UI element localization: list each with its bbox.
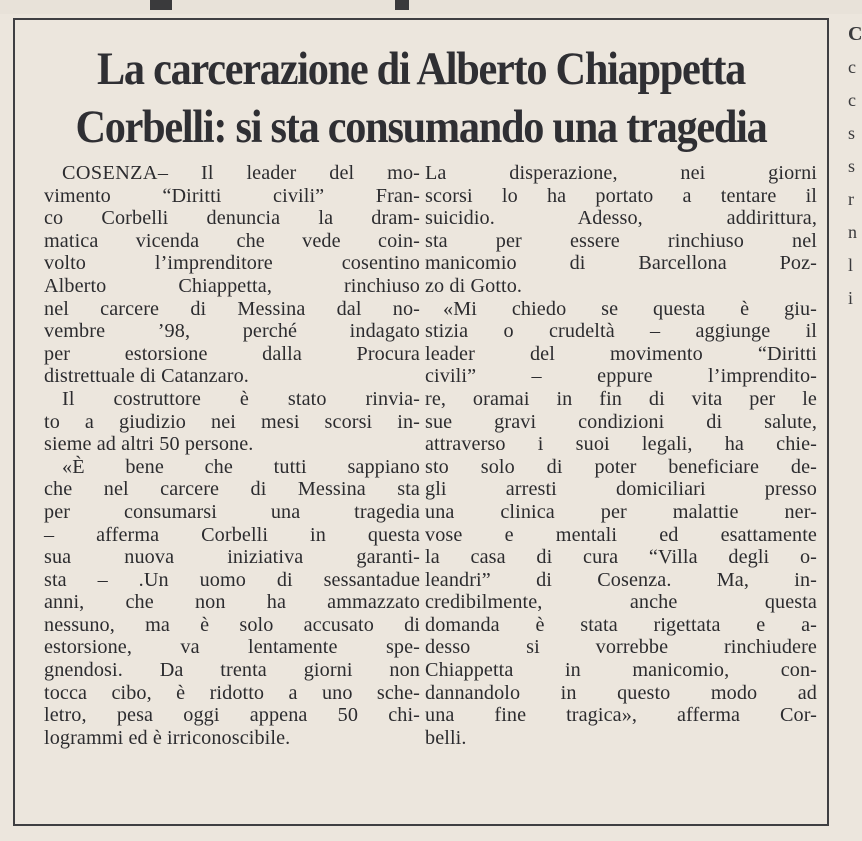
text-line: «È bene che tutti sappiano bbox=[62, 455, 420, 478]
text-line: to a giudizio nei mesi scorsi in- bbox=[44, 410, 420, 433]
text-line: sue gravi condizioni di salute, bbox=[425, 410, 817, 433]
text-line: suicidio. Adesso, addirittura, bbox=[425, 207, 817, 230]
text-line: vimento “Diritti civili” Fran- bbox=[44, 184, 420, 207]
adjacent-letter: c bbox=[848, 57, 856, 77]
adjacent-column-fragment bbox=[848, 18, 862, 778]
text-line: zo di Gotto. bbox=[425, 274, 523, 297]
text-line: desso si vorrebbe rinchiudere bbox=[425, 636, 817, 659]
text-line: Chiappetta in manicomio, con- bbox=[425, 659, 817, 682]
text-line: – afferma Corbelli in questa bbox=[44, 523, 420, 546]
article-column-right bbox=[425, 162, 817, 749]
text-line: per consumarsi una tragedia bbox=[44, 500, 420, 523]
text-line: per estorsione dalla Procura bbox=[44, 342, 420, 365]
adjacent-letter: r bbox=[848, 189, 854, 209]
text-line: vembre ’98, perché indagato bbox=[44, 320, 420, 343]
adjacent-letter: s bbox=[848, 123, 856, 143]
text-line: tocca cibo, è ridotto a uno sche- bbox=[44, 681, 420, 704]
text-line: la casa di cura “Villa degli o- bbox=[425, 546, 817, 569]
text-line: sta per essere rinchiuso nel bbox=[425, 229, 817, 252]
text-line: stizia o crudeltà – aggiunge il bbox=[425, 320, 817, 343]
text-line: «Mi chiedo se questa è giu- bbox=[443, 297, 817, 320]
text-line: manicomio di Barcellona Poz- bbox=[425, 252, 817, 275]
dateline: COSENZA bbox=[62, 162, 158, 184]
text-line: anni, che non ha ammazzato bbox=[44, 591, 420, 614]
text-line: re, oramai in fin di vita per le bbox=[425, 387, 817, 410]
text-line: letro, pesa oggi appena 50 chi- bbox=[44, 704, 420, 727]
text-line: matica vicenda che vede coin- bbox=[44, 229, 420, 252]
headline-line-2: Corbelli: si sta consumando una tragedia bbox=[75, 101, 767, 153]
text-line: domanda è stata rigettata e a- bbox=[425, 613, 817, 636]
text-line: dannandolo in questo modo ad bbox=[425, 681, 817, 704]
text-line: leandri” di Cosenza. Ma, in- bbox=[425, 568, 817, 591]
adjacent-letter: C bbox=[848, 23, 862, 45]
text-line: gli arresti domiciliari presso bbox=[425, 478, 817, 501]
headline bbox=[56, 40, 787, 156]
text-line: sto solo di poter beneficiare de- bbox=[425, 455, 817, 478]
text-line: gnendosi. Da trenta giorni non bbox=[44, 659, 420, 682]
text-line: nessuno, ma è solo accusato di bbox=[44, 613, 420, 636]
text-line: leader del movimento “Diritti bbox=[425, 342, 817, 365]
ink-fragment bbox=[150, 0, 172, 10]
text-line: co Corbelli denuncia la dram- bbox=[44, 207, 420, 230]
text-line bbox=[44, 162, 420, 185]
text-line: logrammi ed è irriconoscibile. bbox=[44, 726, 291, 749]
adjacent-letter: l bbox=[848, 255, 854, 275]
text-line: che nel carcere di Messina sta bbox=[44, 478, 420, 501]
text-line: sta – .Un uomo di sessantadue bbox=[44, 568, 420, 591]
adjacent-article-scrap bbox=[0, 0, 862, 14]
text-line: una fine tragica», afferma Cor- bbox=[425, 704, 817, 727]
text-line: distrettuale di Catanzaro. bbox=[44, 365, 249, 388]
text-line: vose e mentali ed esattamente bbox=[425, 523, 817, 546]
text-line: scorsi lo ha portato a tentare il bbox=[425, 184, 817, 207]
text-line: Alberto Chiappetta, rinchiuso bbox=[44, 274, 420, 297]
adjacent-letter: s bbox=[848, 156, 856, 176]
text-line: attraverso i suoi legali, ha chie- bbox=[425, 433, 817, 456]
text-line: civili” – eppure l’imprendito- bbox=[425, 365, 817, 388]
ink-fragment bbox=[395, 0, 409, 10]
text-line: belli. bbox=[425, 726, 467, 749]
text-line: sieme ad altri 50 persone. bbox=[44, 433, 254, 456]
text-line: credibilmente, anche questa bbox=[425, 591, 817, 614]
text-line: La disperazione, nei giorni bbox=[425, 162, 817, 184]
text-line: Il costruttore è stato rinvia- bbox=[62, 387, 420, 410]
text-line: volto l’imprenditore cosentino bbox=[44, 252, 420, 275]
text-line: sua nuova iniziativa garanti- bbox=[44, 546, 420, 569]
adjacent-letter: c bbox=[848, 90, 856, 110]
text-line: estorsione, va lentamente spe- bbox=[44, 636, 420, 659]
adjacent-letter: i bbox=[848, 288, 854, 308]
text-line: una clinica per malattie ner- bbox=[425, 500, 817, 523]
text-line: nel carcere di Messina dal no- bbox=[44, 297, 420, 320]
adjacent-letter: n bbox=[848, 222, 857, 242]
text-fragment: – Il leader del mo- bbox=[157, 162, 420, 184]
headline-line-1: La carcerazione di Alberto Chiappetta bbox=[96, 43, 746, 95]
article-column-left bbox=[44, 162, 420, 749]
